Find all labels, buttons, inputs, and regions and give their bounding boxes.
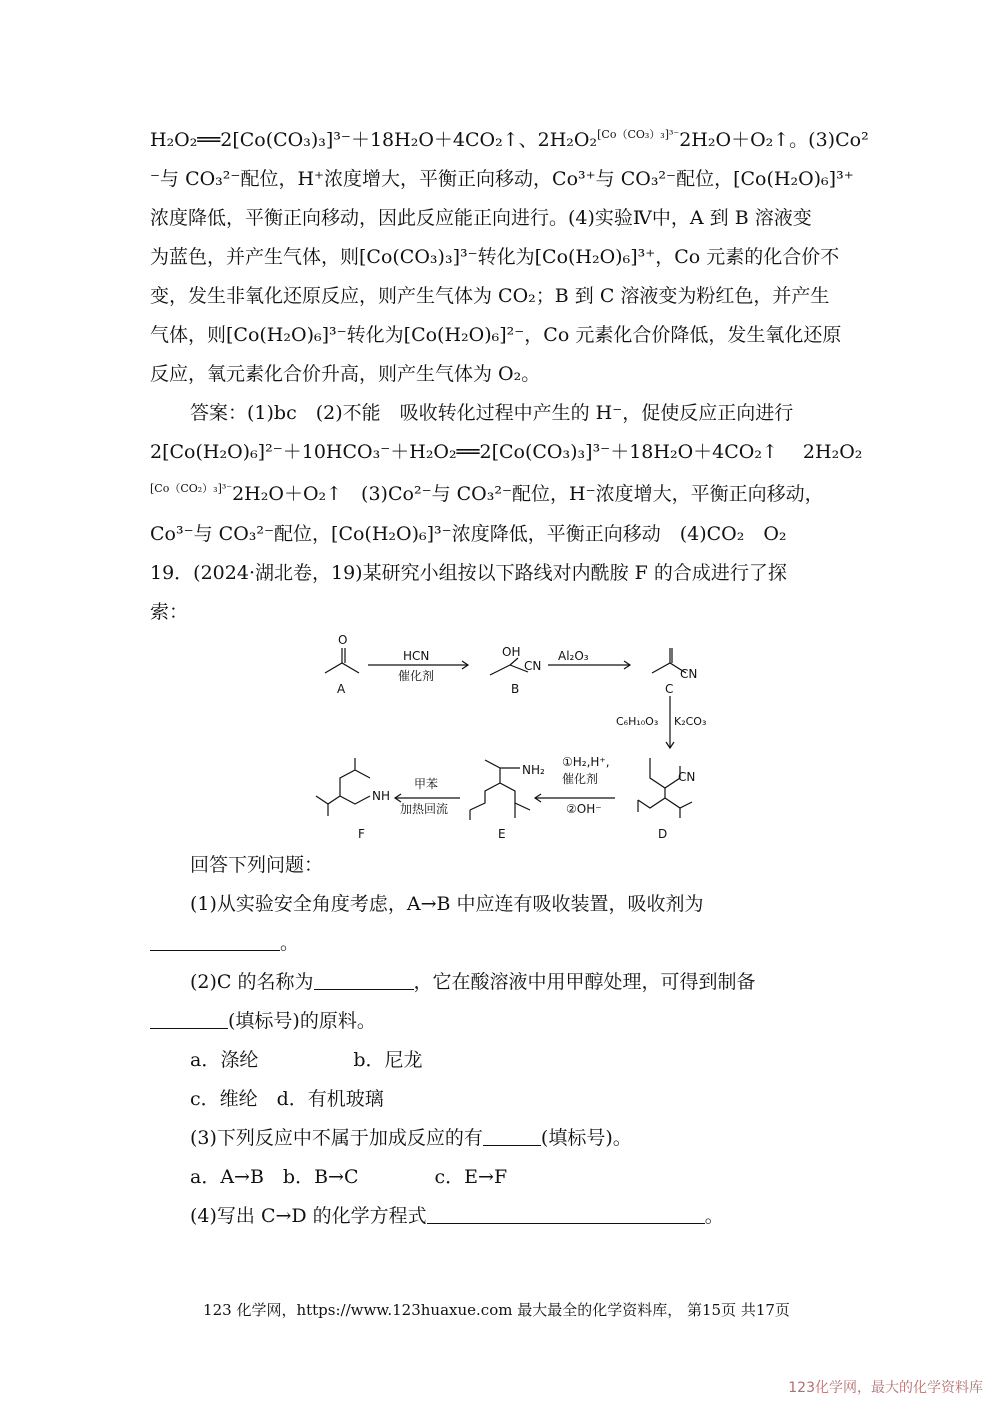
label-a: A — [337, 682, 346, 696]
reagent-h2: ①H₂,H⁺, — [562, 755, 610, 769]
reagent-catalyst-1: 催化剂 — [398, 669, 435, 683]
answer-line1: 答案：(1)bc (2)不能 吸收转化过程中产生的 H⁻，促使反应正向进行 — [190, 402, 794, 424]
reagent-oh: ②OH⁻ — [566, 802, 602, 816]
reagent-al2o3: Al₂O₃ — [558, 649, 589, 663]
para1-line1 — [150, 128, 869, 155]
question-text: (填标号)。 — [540, 1127, 632, 1149]
question-3-line1 — [190, 1126, 632, 1150]
group-cn-d: CN — [678, 770, 696, 784]
question-text: (2)C 的名称为 — [190, 971, 314, 993]
equation-text: H₂O₂══2[Co(CO₃)₃]³⁻＋18H₂O＋4CO₂↑、2H₂O₂ — [150, 129, 598, 151]
condition-text: [Co（CO₃）₃]³⁻ — [597, 128, 680, 141]
question-text: (填标号)的原料。 — [228, 1010, 376, 1032]
questions-intro: 回答下列问题： — [190, 854, 324, 876]
answer-blank-4[interactable] — [427, 1205, 705, 1224]
condition-over-arrow — [597, 128, 679, 155]
reagent-hcn: HCN — [403, 649, 430, 663]
label-c: C — [665, 682, 674, 696]
label-e: E — [498, 827, 506, 841]
question19-line1: 19．(2024·湖北卷，19)某研究小组按以下路线对内酰胺 F 的合成进行了探 — [150, 562, 787, 584]
reagent-catalyst-2: 催化剂 — [562, 772, 599, 786]
para1-line2: ⁻与 CO₃²⁻配位，H⁺浓度增大，平衡正向移动，Co³⁺与 CO₃²⁻配位，[Co(H₂O)₆]³⁺ — [150, 168, 854, 190]
label-b: B — [511, 682, 520, 696]
question-text: ，它在酸溶液中用甲醇处理，可得到制备 — [413, 971, 756, 993]
molecule-e-carbonyls — [470, 803, 515, 820]
answer-blank-2a[interactable] — [314, 971, 414, 990]
answer-blank-1[interactable] — [150, 932, 280, 951]
group-nh: NH — [372, 789, 390, 803]
reagent-reflux: 加热回流 — [400, 802, 449, 816]
group-cn-c: CN — [680, 667, 698, 681]
para1-line7: 反应，氧元素化合价升高，则产生气体为 O₂。 — [150, 363, 541, 385]
answer-blank-3[interactable] — [483, 1127, 541, 1146]
label-d: D — [658, 827, 668, 841]
synthesis-scheme — [300, 628, 740, 848]
reagent-k2co3: K₂CO₃ — [674, 715, 707, 728]
para1-line4: 为蓝色，并产生气体，则[Co(CO₃)₃]³⁻转化为[Co(H₂O)₆]³⁺，Co 元素的化合价不 — [150, 246, 840, 268]
punctuation: 。 — [704, 1205, 724, 1227]
punctuation: 。 — [280, 932, 300, 954]
question-2-options-1: a．涤纶 b．尼龙 — [190, 1049, 423, 1071]
reagent-toluene: 甲苯 — [414, 777, 439, 791]
molecule-b-bonds — [490, 658, 528, 675]
molecule-f-bonds — [316, 758, 370, 816]
answer-line2: 2[Co(H₂O)₆]²⁻＋10HCO₃⁻＋H₂O₂══2[Co(CO₃)₃]³⁻＋18H₂O＋4CO₂↑ 2H₂O₂ — [150, 441, 863, 463]
condition-text: [Co（CO₂）₃]³⁻ — [150, 482, 233, 495]
group-oh: OH — [502, 645, 521, 659]
answer-line4: Co³⁻与 CO₃²⁻配位，[Co(H₂O)₆]³⁻浓度降低，平衡正向移动 (4)CO₂ O₂ — [150, 523, 787, 545]
para1-line6: 气体，则[Co(H₂O)₆]³⁻转化为[Co(H₂O)₆]²⁻，Co 元素化合价降低，发生氧化还原 — [150, 324, 842, 346]
molecule-e-bonds — [470, 760, 530, 810]
equation-text: 2H₂O＋O₂↑。(3)Co² — [679, 129, 869, 151]
question-4-line1 — [190, 1204, 724, 1228]
question-1-line2 — [150, 931, 299, 955]
question-3-options: a．A→B b．B→C c．E→F — [190, 1166, 508, 1188]
page-footer: 123 化学网，https://www.123huaxue.com 最大最全的化学资料库， 第15页 共17页 — [203, 1301, 790, 1319]
question-1-line1: (1)从实验安全角度考虑，A→B 中应连有吸收装置，吸收剂为 — [190, 893, 704, 915]
watermark: 123化学网，最大的化学资料库 — [788, 1380, 983, 1396]
group-nh2: NH₂ — [522, 763, 545, 777]
question-2-line1 — [190, 970, 756, 994]
atom-o-a: O — [338, 633, 348, 647]
question-text: (3)下列反应中不属于加成反应的有 — [190, 1127, 483, 1149]
question19-line2: 索： — [150, 601, 189, 623]
label-f: F — [358, 827, 365, 841]
molecule-a-carbonyl — [342, 648, 345, 663]
reagent-c6h10o3: C₆H₁₀O₃ — [616, 715, 659, 728]
para1-line3: 浓度降低，平衡正向移动，因此反应能正向进行。(4)实验Ⅳ中，A 到 B 溶液变 — [150, 207, 812, 229]
answer-line3 — [150, 482, 824, 509]
answer-blank-2b[interactable] — [150, 1010, 228, 1029]
question-2-options-2: c．维纶 d．有机玻璃 — [190, 1088, 384, 1110]
para1-line5: 变，发生非氧化还原反应，则产生气体为 CO₂；B 到 C 溶液变为粉红色，并产生 — [150, 285, 830, 307]
answer-text: 2H₂O＋O₂↑ (3)Co²⁻与 CO₃²⁻配位，H⁻浓度增大，平衡正向移动， — [232, 483, 824, 505]
question-text: (4)写出 C→D 的化学方程式 — [190, 1205, 427, 1227]
molecule-a-bonds — [325, 663, 359, 673]
group-cn-b: CN — [524, 659, 542, 673]
question-2-line2 — [150, 1009, 376, 1033]
